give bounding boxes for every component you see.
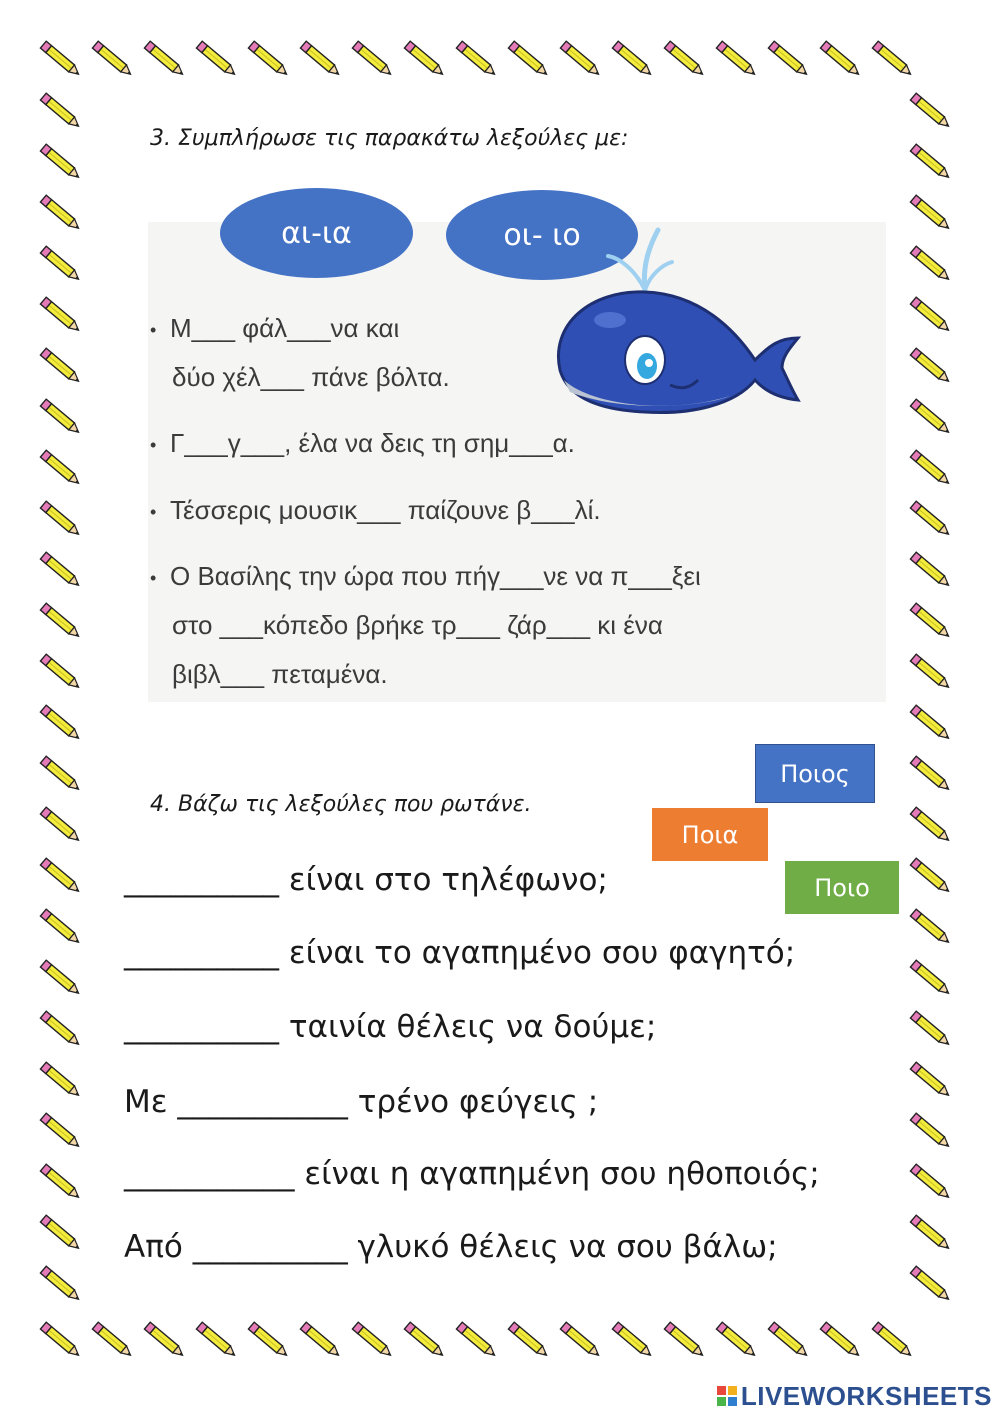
pencil-icon <box>40 1011 82 1048</box>
word-tag-poia[interactable]: Ποια <box>652 808 768 861</box>
pencil-icon <box>40 1164 82 1201</box>
pencil-icon <box>40 909 82 946</box>
pencil-icon <box>404 41 446 78</box>
pencil-icon <box>560 1322 602 1359</box>
pencil-icon <box>560 41 602 78</box>
pencil-icon <box>910 144 952 181</box>
pencil-icon <box>40 246 82 283</box>
pencil-icon <box>40 501 82 538</box>
question-line-6: Από __________ γλυκό θέλεις να σου βάλω; <box>124 1229 778 1265</box>
pencil-icon <box>664 1322 706 1359</box>
pencil-icon <box>40 297 82 334</box>
pencil-icon <box>40 144 82 181</box>
pencil-icon <box>40 756 82 793</box>
sentence-text: Ο Βασίλης την ώρα που πήγ___νε να π___ξει <box>170 561 701 591</box>
pencil-icon <box>716 1322 758 1359</box>
pencil-icon <box>910 450 952 487</box>
exercise-3-line-7: βιβλ___ πεταμένα. <box>172 659 388 689</box>
pencil-icon <box>910 858 952 895</box>
pencil-icon <box>300 41 342 78</box>
pencil-icon <box>40 348 82 385</box>
pencil-icon <box>910 756 952 793</box>
pencil-icon <box>612 41 654 78</box>
pencil-icon <box>92 41 134 78</box>
pencil-icon <box>40 603 82 640</box>
pencil-icon <box>716 41 758 78</box>
question-line-5: ___________ είναι η αγαπημένη σου ηθοποιός; <box>124 1156 820 1192</box>
pencil-icon <box>40 1113 82 1150</box>
pencil-icon <box>456 41 498 78</box>
word-tag-poios[interactable]: Ποιος <box>755 744 875 803</box>
pencil-icon <box>612 1322 654 1359</box>
pencil-icon <box>910 195 952 232</box>
pencil-icon <box>910 297 952 334</box>
whale-icon <box>550 220 805 420</box>
pencil-icon <box>910 1011 952 1048</box>
bullet: • <box>150 567 157 588</box>
pencil-icon <box>196 41 238 78</box>
pencil-icon <box>768 41 810 78</box>
pencil-icon <box>910 960 952 997</box>
pencil-icon <box>248 1322 290 1359</box>
question-line-3: __________ ταινία θέλεις να δούμε; <box>124 1009 657 1045</box>
pencil-icon <box>40 450 82 487</box>
pencil-icon <box>352 41 394 78</box>
bullet: • <box>150 501 157 522</box>
pencil-icon <box>352 1322 394 1359</box>
pencil-icon <box>40 705 82 742</box>
exercise-4-heading: 4. Βάζω τις λεξούλες που ρωτάνε. <box>150 792 532 817</box>
pencil-icon <box>144 41 186 78</box>
pencil-icon <box>910 93 952 130</box>
bullet: • <box>150 319 157 340</box>
exercise-3-line-4 <box>150 495 601 526</box>
pencil-icon <box>910 348 952 385</box>
pencil-icon <box>456 1322 498 1359</box>
pencil-icon <box>248 41 290 78</box>
pencil-icon <box>40 960 82 997</box>
pencil-icon <box>144 1322 186 1359</box>
exercise-3-line-5 <box>150 561 701 592</box>
pencil-icon <box>508 1322 550 1359</box>
pencil-icon <box>768 1322 810 1359</box>
pencil-icon <box>910 246 952 283</box>
pencil-icon <box>820 1322 862 1359</box>
option-oval-ai-ia: αι-ια <box>220 188 413 278</box>
liveworksheets-brand <box>717 1380 992 1411</box>
question-line-2: __________ είναι το αγαπημένο σου φαγητό; <box>124 935 796 971</box>
pencil-icon <box>910 1164 952 1201</box>
option-oval-oi-io: οι- ιο <box>446 190 638 280</box>
bullet: • <box>150 434 157 455</box>
pencil-icon <box>196 1322 238 1359</box>
pencil-icon <box>910 909 952 946</box>
pencil-icon <box>40 1062 82 1099</box>
pencil-icon <box>40 1215 82 1252</box>
pencil-icon <box>910 603 952 640</box>
pencil-icon <box>92 1322 134 1359</box>
pencil-icon <box>910 501 952 538</box>
sentence-text: Γ___γ___, έλα να δεις τη σημ___α. <box>170 428 575 458</box>
sentence-text: Τέσσερις μουσικ___ παίζουνε β___λί. <box>170 495 601 525</box>
pencil-icon <box>910 705 952 742</box>
question-line-1: __________ είναι στο τηλέφωνο; <box>124 862 608 898</box>
pencil-icon <box>664 41 706 78</box>
pencil-icon <box>40 552 82 589</box>
pencil-icon <box>910 1266 952 1303</box>
pencil-icon <box>40 1266 82 1303</box>
pencil-icon <box>300 1322 342 1359</box>
pencil-icon <box>910 1113 952 1150</box>
pencil-icon <box>910 1215 952 1252</box>
pencil-icon <box>40 1322 82 1359</box>
pencil-icon <box>404 1322 446 1359</box>
sentence-text: Μ___ φάλ___να και <box>170 313 400 343</box>
pencil-icon <box>872 41 914 78</box>
pencil-icon <box>910 807 952 844</box>
question-line-4: Με ___________ τρένο φεύγεις ; <box>124 1084 599 1120</box>
pencil-icon <box>40 93 82 130</box>
liveworksheets-logo-icon <box>717 1386 737 1406</box>
pencil-icon <box>40 399 82 436</box>
exercise-3-heading: 3. Συμπλήρωσε τις παρακάτω λεξούλες με: <box>150 126 629 151</box>
word-tag-poio[interactable]: Ποιο <box>785 861 899 914</box>
exercise-3-line-2: δύο χέλ___ πάνε βόλτα. <box>172 362 450 392</box>
exercise-3-line-6: στο ___κόπεδο βρήκε τρ___ ζάρ___ κι ένα <box>172 610 663 640</box>
exercise-3-line-3 <box>150 428 575 459</box>
pencil-icon <box>508 41 550 78</box>
pencil-icon <box>910 399 952 436</box>
pencil-icon <box>40 41 82 78</box>
pencil-icon <box>910 1062 952 1099</box>
pencil-icon <box>820 41 862 78</box>
pencil-icon <box>910 654 952 691</box>
pencil-icon <box>40 654 82 691</box>
pencil-icon <box>40 858 82 895</box>
brand-text: LIVEWORKSHEETS <box>740 1380 992 1411</box>
pencil-icon <box>872 1322 914 1359</box>
pencil-icon <box>40 807 82 844</box>
pencil-icon <box>40 195 82 232</box>
pencil-icon <box>910 552 952 589</box>
exercise-3-line-1 <box>150 313 399 344</box>
